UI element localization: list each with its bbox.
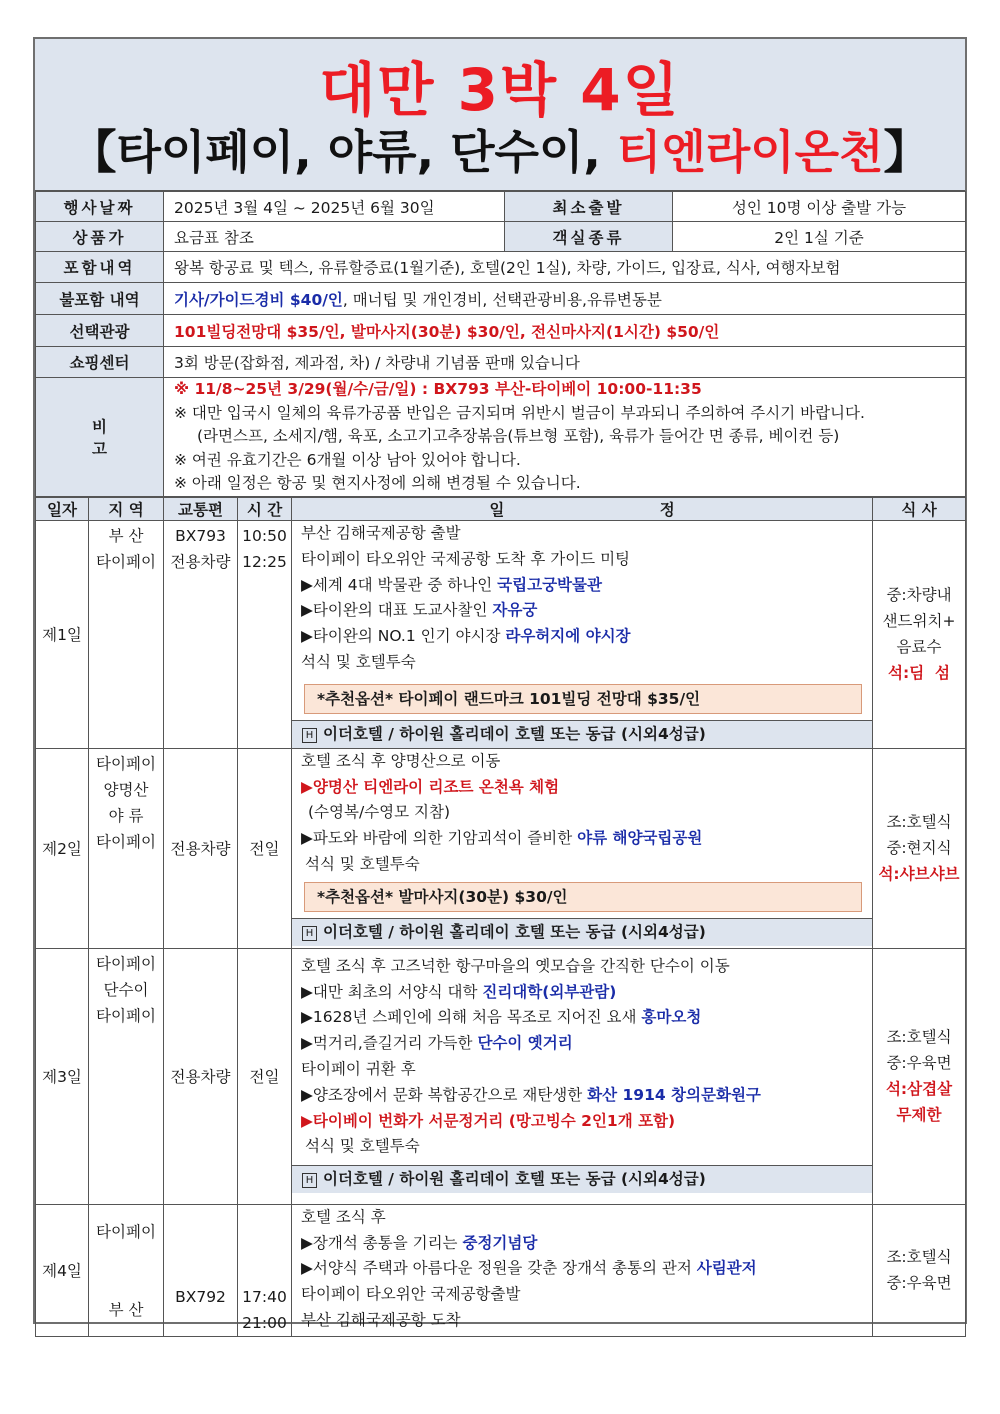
min-departure-label: 최소출발: [505, 192, 673, 222]
min-departure-value: 성인 10명 이상 출발 가능: [673, 192, 966, 222]
schedule-table: [35, 497, 966, 1337]
optional-tour-value: 101빌딩전망대 $35/인, 발마사지(30분) $30/인, 전신마사지(1시간) $50/인: [164, 315, 966, 347]
excluded-value: 기사/가이드경비 $40/인, 매너팁 및 개인경비, 선택관광비용,유류변동분: [164, 283, 966, 315]
room-type-label: 객실종류: [505, 222, 673, 252]
header-meal: 식 사: [873, 498, 966, 521]
header-schedule: 일 정: [292, 498, 873, 521]
price-value: 요금표 참조: [164, 222, 505, 252]
hotel-bar: H 이더호텔 / 하이원 홀리데이 호텔 또는 동급 (시외4성급): [292, 1165, 872, 1193]
meal-cell: 조:호텔식 중:우육면 석:삼겹살 무제한: [873, 948, 966, 1204]
info-row-price: [36, 222, 966, 252]
transport-cell: 전용차량: [164, 948, 238, 1204]
day-label: 제2일: [36, 748, 89, 948]
included-label: 포함내역: [36, 252, 164, 283]
schedule-header: [36, 498, 966, 521]
sub-title-highlight: 티엔라이온천: [616, 125, 884, 179]
list-item: ▶파도와 바람에 의한 기암괴석이 즐비한 야류 해양국립공원: [301, 829, 703, 848]
shopping-label: 쇼핑센터: [36, 347, 164, 378]
list-item: ▶세계 4대 박물관 중 하나인 국립고궁박물관: [301, 575, 602, 594]
hotel-bar: H 이더호텔 / 하이원 홀리데이 호텔 또는 동급 (시외4성급): [292, 918, 872, 946]
meal-cell: 조:호텔식 중:우육면: [873, 1204, 966, 1336]
room-type-value: 2인 1실 기준: [673, 222, 966, 252]
guide-fee: 기사/가이드경비 $40/인: [174, 290, 343, 309]
info-row-shopping: [36, 347, 966, 378]
sub-title: 【타이페이, 야류, 단수이, 티엔라이온천】: [70, 125, 930, 179]
day-row-4: [36, 1204, 966, 1336]
info-row-optional: [36, 315, 966, 347]
price-label: 상품가: [36, 222, 164, 252]
list-item: ▶대만 최초의 서양식 대학 진리대학(외부관람): [301, 982, 617, 1001]
optional-tour-label: 선택관광: [36, 315, 164, 347]
note-change: ※ 아래 일정은 항공 및 현지사정에 의해 변경될 수 있습니다.: [174, 474, 581, 493]
schedule-cell: 호텔 조식 후 ▶장개석 총통을 기리는 중정기념당 ▶서양식 주택과 아름다운 정원을 갖춘 장개석 총통의 관저 사림관저 타이페이 타오위안 국제공항출발 부산 김해국제공항 도착: [292, 1204, 873, 1336]
recommended-option: *추천옵션* 타이페이 랜드마크 101빌딩 전망대 $35/인: [304, 684, 862, 714]
hotel-icon: H: [302, 728, 317, 743]
info-row-included: [36, 252, 966, 283]
time-cell: 10:50 12:25: [238, 521, 292, 749]
day-label: 제3일: [36, 948, 89, 1204]
schedule-cell: 호텔 조식 후 고즈넉한 항구마을의 옛모습을 간직한 단수이 이동 ▶대만 최초의 서양식 대학 진리대학(외부관람) ▶1628년 스페인에 의해 처음 목조로 지어진 요새 홍마오청 ▶먹거리,즐길거리 가득한 단수이 옛거리 타이페이 귀환 후 ▶양조장에서 문화 복합공간으로 재탄생한 화산 1914 창의문화원구 ▶타이베이 번화가 서문정거리 (망고빙수 2인1개 포함) 석식 및 호텔투숙 H 이더호텔 / 하이원 홀리데이 호텔 또는 동급 (시외4성급): [292, 948, 873, 1204]
meal-cell: 중:차량내 샌드위치+ 음료수 석:딤 섬: [873, 521, 966, 749]
region-cell: 타이페이 부 산: [89, 1204, 164, 1336]
info-row-notes: [36, 378, 966, 497]
day-label: 제4일: [36, 1204, 89, 1336]
day-row-3: [36, 948, 966, 1204]
time-cell: 전일: [238, 748, 292, 948]
schedule-cell: 부산 김해국제공항 출발 타이페이 타오위안 국제공항 도착 후 가이드 미팅 ▶세계 4대 박물관 중 하나인 국립고궁박물관 ▶타이완의 대표 도교사찰인 자유궁 ▶타이완의 NO.1 인기 야시장 라우허지에 야시장 석식 및 호텔투숙 *추천옵션* 타이페이 랜드마크 101빌딩 전망대 $35/인 H 이더호텔 / 하이원 홀리데이 호텔 또는 동급 (시외4성급): [292, 521, 873, 749]
note-meat: ※ 대만 입국시 일체의 육류가공품 반입은 금지되며 위반시 벌금이 부과되니 주의하여 주시기 바랍니다.: [174, 403, 865, 422]
region-cell: 타이페이 양명산 야 류 타이페이: [89, 748, 164, 948]
header-time: 시 간: [238, 498, 292, 521]
region-cell: 부 산 타이페이: [89, 521, 164, 749]
hotel-icon: H: [302, 1173, 317, 1188]
time-cell: 17:40 21:00: [238, 1204, 292, 1336]
info-row-date: [36, 192, 966, 222]
hotel-bar: H 이더호텔 / 하이원 홀리데이 호텔 또는 동급 (시외4성급): [292, 720, 872, 748]
header-transport: 교통편: [164, 498, 238, 521]
included-value: 왕복 항공료 및 텍스, 유류할증료(1월기준), 호텔(2인 1실), 차량, 가이드, 입장료, 식사, 여행자보험: [164, 252, 966, 283]
list-item: ▶타이완의 대표 도교사찰인 자유궁: [301, 601, 538, 620]
info-table: [35, 191, 966, 497]
title-banner: [35, 39, 965, 191]
day-row-1: [36, 521, 966, 749]
shopping-value: 3회 방문(잡화점, 제과점, 차) / 차량내 기념품 판매 있습니다: [164, 347, 966, 378]
header-region: 지 역: [89, 498, 164, 521]
itinerary-sheet: [33, 37, 967, 1332]
excluded-label: 불포함 내역: [36, 283, 164, 315]
header-day: 일자: [36, 498, 89, 521]
note-passport: ※ 여권 유효기간은 6개월 이상 남아 있어야 합니다.: [174, 450, 521, 469]
note-flight: ※ 11/8~25년 3/29(월/수/금/일) : BX793 부산-타이베이 10:00-11:35: [174, 380, 702, 399]
date-label: 행사날짜: [36, 192, 164, 222]
notes-list: [164, 378, 966, 497]
recommended-option: *추천옵션* 발마사지(30분) $30/인: [304, 882, 862, 912]
meal-cell: 조:호텔식 중:현지식 석:샤브샤브: [873, 748, 966, 948]
date-value: 2025년 3월 4일 ~ 2025년 6월 30일: [164, 192, 505, 222]
list-item: ▶장개석 총통을 기리는 중정기념당: [301, 1233, 538, 1252]
transport-cell: BX792: [164, 1204, 238, 1336]
main-title: 대만 3박 4일: [319, 56, 681, 124]
info-row-excluded: [36, 283, 966, 315]
list-item: ▶서양식 주택과 아름다운 정원을 갖춘 장개석 총통의 관저 사림관저: [301, 1259, 757, 1278]
day-row-2: [36, 748, 966, 948]
list-item: ▶타이완의 NO.1 인기 야시장 라우허지에 야시장: [301, 627, 631, 646]
time-cell: 전일: [238, 948, 292, 1204]
transport-cell: BX793 전용차량: [164, 521, 238, 749]
notes-label: 비 고: [36, 378, 164, 497]
list-item: ▶먹거리,즐길거리 가득한 단수이 옛거리: [301, 1034, 573, 1053]
schedule-cell: 호텔 조식 후 양명산으로 이동 ▶양명산 티엔라이 리조트 온천욕 체험 (수영복/수영모 지참) ▶파도와 바람에 의한 기암괴석이 즐비한 야류 해양국립공원 석식 및 호텔투숙 *추천옵션* 발마사지(30분) $30/인 H 이더호텔 / 하이원 홀리데이 호텔 또는 동급 (시외4성급): [292, 748, 873, 948]
day-label: 제1일: [36, 521, 89, 749]
list-item: ▶1628년 스페인에 의해 처음 목조로 지어진 요새 홍마오청: [301, 1008, 702, 1027]
list-item: ▶양조장에서 문화 복합공간으로 재탄생한 화산 1914 창의문화원구: [301, 1085, 761, 1104]
note-meat-detail: (라면스프, 소세지/햄, 육포, 소고기고추장볶음(튜브형 포함), 육류가 들어간 면 종류, 베이컨 등): [197, 427, 840, 446]
transport-cell: 전용차량: [164, 748, 238, 948]
region-cell: 타이페이 단수이 타이페이: [89, 948, 164, 1204]
hotel-icon: H: [302, 926, 317, 941]
